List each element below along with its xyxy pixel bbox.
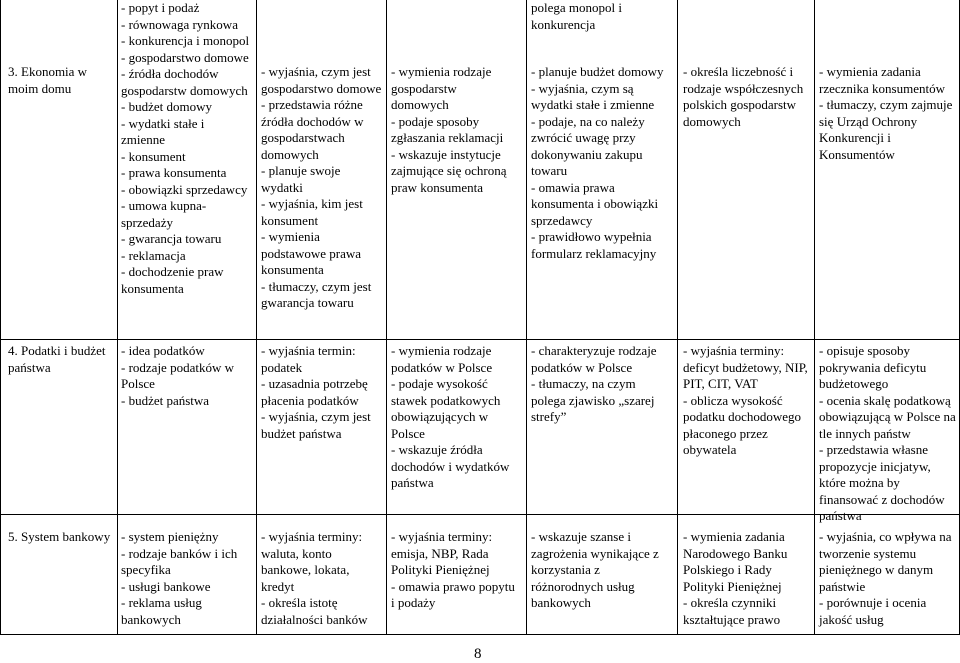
list-item: - konkurencja i monopol xyxy=(121,33,250,48)
row3-level4 xyxy=(683,529,811,628)
list-item: - określa istotę działalności banków xyxy=(261,595,368,627)
row1-level4 xyxy=(683,64,811,130)
list-item: - wymienia rodzaje podatków w Polsce xyxy=(391,343,495,375)
row3-content xyxy=(121,529,251,628)
row3-topic: 5. System bankowy xyxy=(8,529,111,544)
list-item: - oblicza wysokość podatku dochodowego płaconego przez obywatela xyxy=(683,392,805,457)
list-item: - wymienia rodzaje gospodarstw domowych xyxy=(391,64,495,112)
page-number: 8 xyxy=(474,646,482,662)
list-item: - wyjaśnia, czym jest budżet państwa xyxy=(261,409,374,441)
row1-topic: 3. Ekonomia w moim domu xyxy=(8,64,91,96)
list-item: - wydatki stałe i zmienne xyxy=(121,115,208,147)
list-item: - podaje wysokość stawek podatkowych obowiązujących w Polsce xyxy=(391,376,504,441)
row1-content xyxy=(121,0,251,297)
list-item: - ocenia skalę podatkową obowiązującą w Polsce na tle innych państw xyxy=(819,392,960,441)
list-item: - podaje, na co należy zwrócić uwagę przy dokonywaniu zakupu towaru xyxy=(531,113,648,178)
row3-level2 xyxy=(391,529,519,612)
list-item: - wymienia zadania rzecznika konsumentów xyxy=(819,64,945,96)
row2-content xyxy=(121,343,251,409)
row1-level1 xyxy=(261,64,384,312)
row1-level2 xyxy=(391,64,516,196)
list-item: - określa czynniki kształtujące prawo xyxy=(683,595,781,627)
list-item: - uzasadnia potrzebę płacenia podatków xyxy=(261,376,372,408)
list-item: - wyjaśnia terminy: emisja, NBP, Rada Polityki Pieniężnej xyxy=(391,529,496,577)
row1-level5 xyxy=(819,64,956,163)
list-item: - przedstawia różne źródła dochodów w gospodarstwach domowych xyxy=(261,97,367,162)
list-item: - planuje budżet domowy xyxy=(531,64,664,79)
list-item: - wskazuje szanse i zagrożenia wynikające z korzystania z różnorodnych usług bankowych xyxy=(531,529,663,610)
row1-level3 xyxy=(531,64,673,262)
list-item: - gwarancja towaru xyxy=(121,231,222,246)
list-item: - wyjaśnia termin: podatek xyxy=(261,343,359,375)
row2-level4 xyxy=(683,343,811,459)
row3-level1 xyxy=(261,529,384,628)
list-item: - prawa konsumenta xyxy=(121,165,227,180)
row1-level3-continued: polega monopol i konkurencja xyxy=(531,0,626,32)
row3-level5 xyxy=(819,529,956,628)
list-item: - omawia prawo popytu i podaży xyxy=(391,578,519,610)
list-item: - wymienia podstawowe prawa konsumenta xyxy=(261,229,365,277)
list-item: - konsument xyxy=(121,148,186,164)
list-item: - usługi bankowe xyxy=(121,578,211,594)
list-item: - opisuje sposoby pokrywania deficytu budżetowego xyxy=(819,343,930,391)
row2-level3 xyxy=(531,343,673,426)
list-item: - tłumaczy, na czym polega zjawisko „szarej strefy” xyxy=(531,376,658,424)
list-item: - umowa kupna-sprzedaży xyxy=(121,198,207,230)
row2-level1 xyxy=(261,343,384,442)
list-item: - gospodarstwo domowe xyxy=(121,49,249,65)
list-item: - prawidłowo wypełnia formularz reklamacyjny xyxy=(531,229,657,261)
list-item: - planuje swoje wydatki xyxy=(261,163,344,195)
row3-level3 xyxy=(531,529,673,612)
list-item: - wyjaśnia, co wpływa na tworzenie systemu pieniężnego w danym państwie xyxy=(819,529,955,594)
list-item: - omawia prawa konsumenta i obowiązki sprzedawcy xyxy=(531,179,662,228)
list-item: - rodzaje podatków w Polsce xyxy=(121,359,238,391)
list-item: - wyjaśnia terminy: waluta, konto bankowe, lokata, kredyt xyxy=(261,529,366,594)
list-item: - określa liczebność i rodzaje współczesnych polskich gospodarstw domowych xyxy=(683,64,807,129)
list-item: - podaje sposoby zgłaszania reklamacji xyxy=(391,113,504,145)
list-item: - obowiązki sprzedawcy xyxy=(121,181,248,197)
row2-level5 xyxy=(819,343,960,525)
list-item: - charakteryzuje rodzaje podatków w Polsce xyxy=(531,343,660,375)
list-item: - wymienia zadania Narodowego Banku Polskiego i Rady Polityki Pieniężnej xyxy=(683,529,791,594)
row2-level2 xyxy=(391,343,516,492)
list-item: - przedstawia własne propozycje inicjatyw, które można by finansować z dochodów państwa xyxy=(819,442,948,523)
list-item: - budżet domowy xyxy=(121,99,212,114)
list-item: - wyjaśnia terminy: deficyt budżetowy, NIP, PIT, CIT, VAT xyxy=(683,343,812,391)
list-item: - równowaga rynkowa xyxy=(121,16,238,32)
list-item: - popyt i podaż xyxy=(121,0,200,15)
list-item: - budżet państwa xyxy=(121,392,210,408)
list-item: - źródła dochodów gospodarstw domowych xyxy=(121,66,248,98)
list-item: - wyjaśnia, czym jest gospodarstwo domowe xyxy=(261,64,382,96)
list-item: - wyjaśnia, kim jest konsument xyxy=(261,196,367,228)
list-item: - tłumaczy, czym zajmuje się Urząd Ochrony Konkurencji i Konsumentów xyxy=(819,97,956,162)
list-item: - wskazuje źródła dochodów i wydatków państwa xyxy=(391,442,513,490)
list-item: - tłumaczy, czym jest gwarancja towaru xyxy=(261,278,375,310)
list-item: - idea podatków xyxy=(121,343,205,358)
list-item: - system pieniężny xyxy=(121,529,219,544)
list-item: - reklamacja xyxy=(121,247,186,263)
list-item: - dochodzenie praw konsumenta xyxy=(121,264,227,296)
list-item: - reklama usług bankowych xyxy=(121,595,206,627)
row2-topic: 4. Podatki i budżet państwa xyxy=(8,343,109,375)
list-item: - wskazuje instytucje zajmujące się ochroną praw konsumenta xyxy=(391,146,510,195)
list-item: - porównuje i ocenia jakość usług xyxy=(819,595,930,627)
list-item: - wyjaśnia, czym są wydatki stałe i zmienne xyxy=(531,80,655,112)
list-item: - rodzaje banków i ich specyfika xyxy=(121,545,241,577)
